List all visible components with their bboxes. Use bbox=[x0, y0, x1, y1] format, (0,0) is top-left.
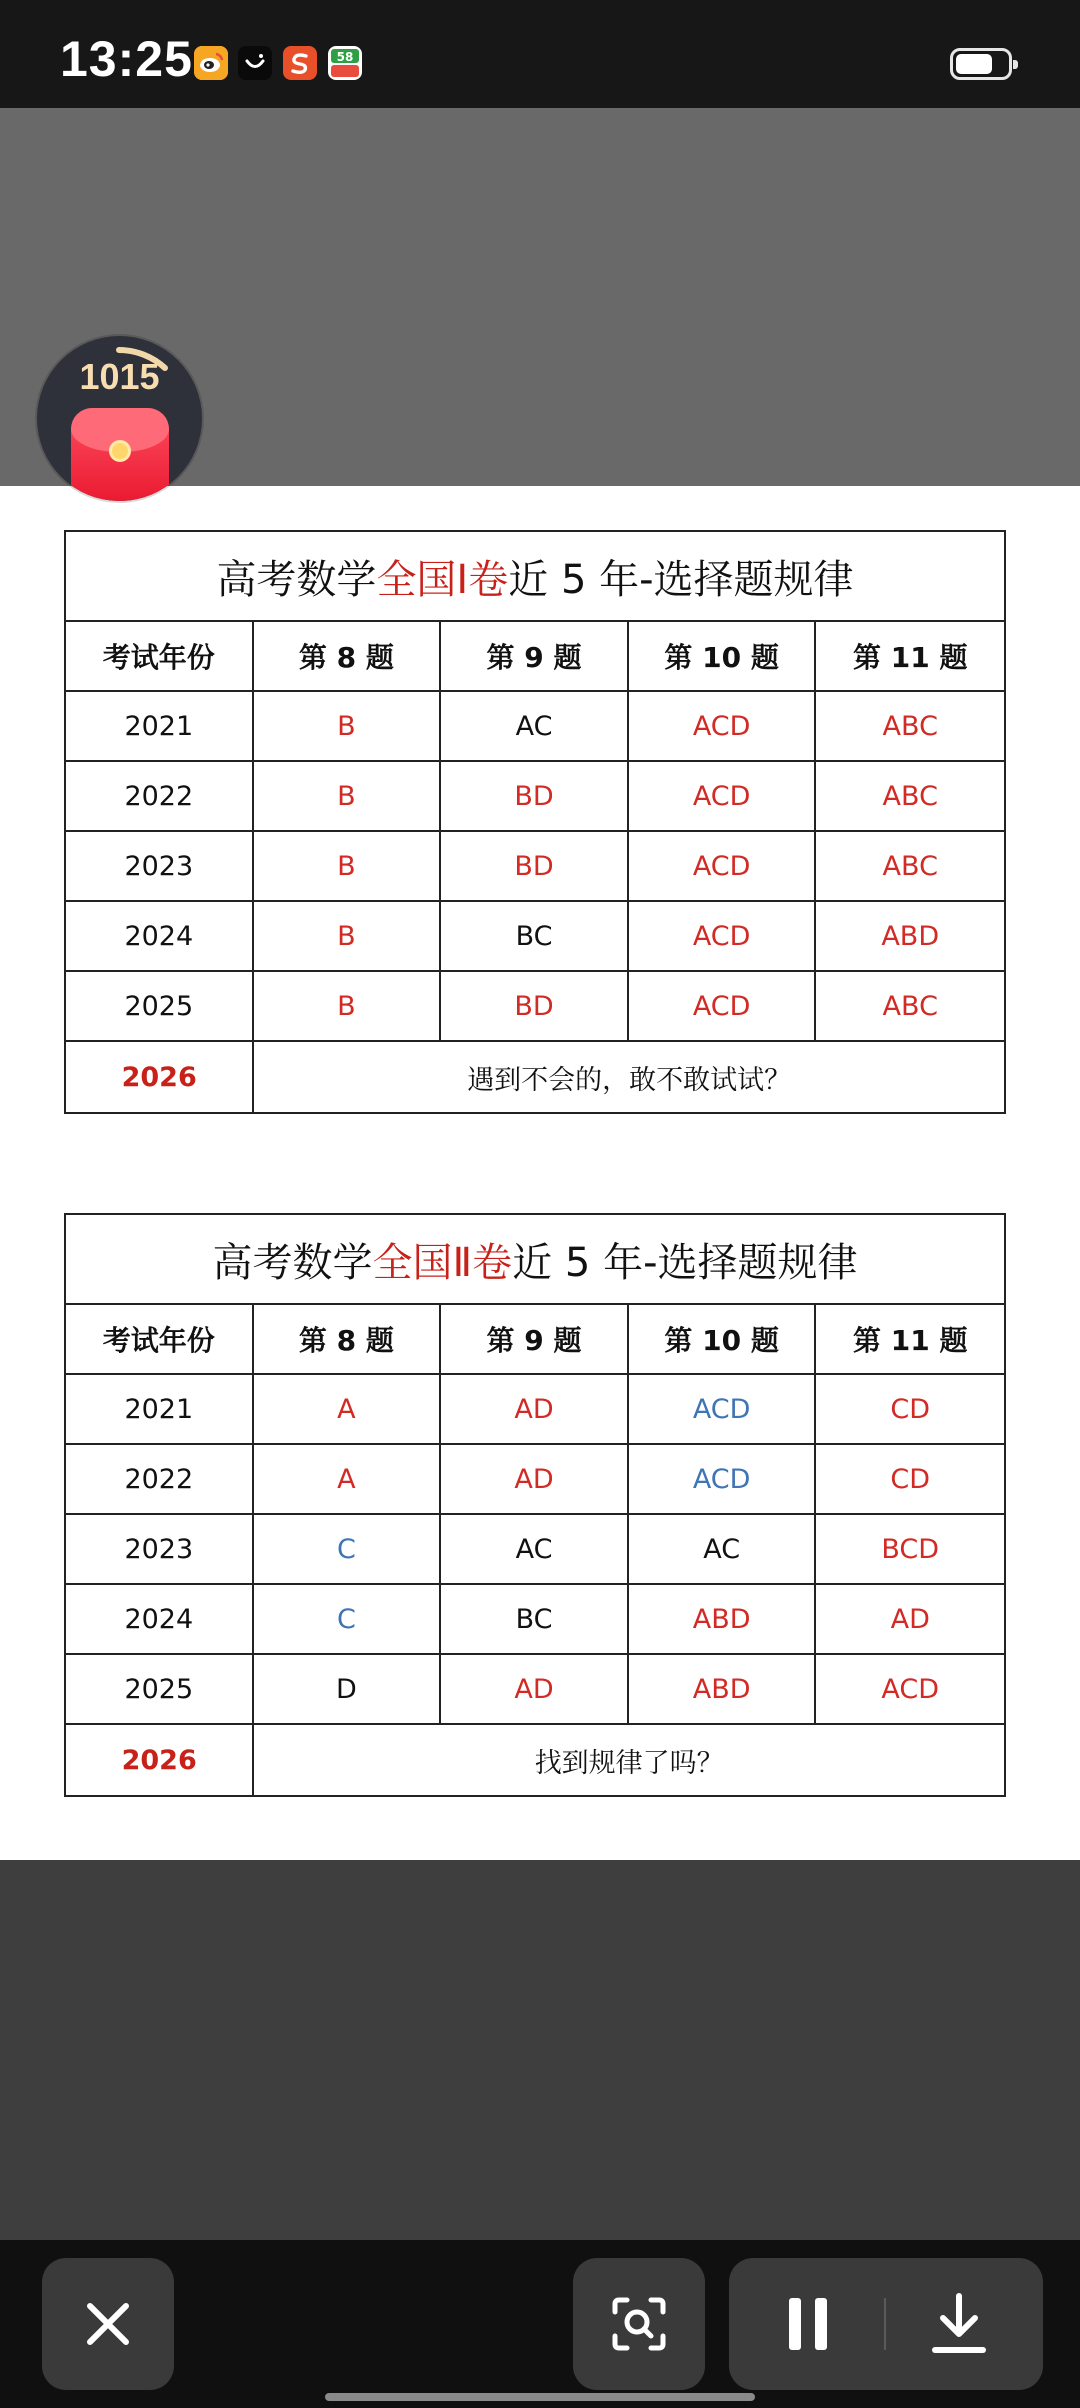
year-cell: 2022 bbox=[66, 762, 254, 830]
smile-app-icon bbox=[238, 46, 272, 80]
answer-cell: AC bbox=[441, 692, 629, 760]
home-indicator[interactable] bbox=[325, 2393, 755, 2401]
playback-controls bbox=[729, 2258, 1043, 2390]
answer-cell: ACD bbox=[629, 902, 817, 970]
answer-cell: ABC bbox=[882, 710, 938, 742]
year-cell-highlight: 2026 bbox=[66, 1725, 254, 1795]
answer-cell: D bbox=[254, 1655, 442, 1723]
table-row bbox=[66, 1515, 1004, 1585]
answer-cell: BD bbox=[441, 832, 629, 900]
table-row bbox=[66, 832, 1004, 902]
answer-cell: B bbox=[254, 972, 442, 1040]
download-button[interactable] bbox=[919, 2288, 999, 2360]
pause-button[interactable] bbox=[769, 2288, 849, 2360]
toolbar-divider bbox=[884, 2298, 886, 2350]
close-button[interactable] bbox=[42, 2258, 174, 2390]
table-row bbox=[66, 902, 1004, 972]
red-packet-count: 1015 bbox=[79, 356, 160, 397]
answer-cell: C bbox=[254, 1515, 442, 1583]
table-row bbox=[66, 1585, 1004, 1655]
red-envelope-icon bbox=[71, 408, 169, 501]
year-cell: 2021 bbox=[66, 692, 254, 760]
answer-cell: B bbox=[254, 902, 442, 970]
answer-cell: ABD bbox=[629, 1655, 817, 1723]
status-bar bbox=[0, 0, 1080, 108]
title-prefix: 高考数学 bbox=[216, 556, 377, 603]
svg-text:58: 58 bbox=[336, 50, 354, 64]
answer-cell: AD bbox=[441, 1655, 629, 1723]
answer-cell: BC bbox=[441, 902, 629, 970]
title-highlight: 全国Ⅰ卷 bbox=[376, 556, 509, 603]
year-cell-highlight: 2026 bbox=[66, 1042, 254, 1112]
answer-cell: AD bbox=[441, 1375, 629, 1443]
battery-icon bbox=[950, 48, 1012, 80]
close-icon bbox=[84, 2300, 132, 2348]
answer-cell: A bbox=[254, 1375, 442, 1443]
answer-cell: ABC bbox=[882, 850, 938, 882]
answer-cell: ACD bbox=[629, 972, 817, 1040]
table-row bbox=[66, 1445, 1004, 1515]
header-q11: 第 11 题 bbox=[853, 641, 968, 674]
answer-table-national-2 bbox=[64, 1213, 1006, 1797]
table-title bbox=[66, 532, 1004, 622]
download-icon bbox=[919, 2288, 999, 2360]
header-q9: 第 9 题 bbox=[441, 1305, 629, 1373]
header-year: 考试年份 bbox=[66, 622, 254, 690]
year-cell: 2025 bbox=[66, 972, 254, 1040]
image-search-icon bbox=[611, 2296, 667, 2352]
year-cell: 2023 bbox=[66, 832, 254, 900]
image-content bbox=[0, 486, 1080, 1860]
answer-cell: BD bbox=[441, 762, 629, 830]
answer-cell: CD bbox=[890, 1393, 931, 1425]
pause-icon bbox=[769, 2288, 849, 2360]
answer-cell: ACD bbox=[629, 692, 817, 760]
header-q8: 第 8 题 bbox=[254, 622, 442, 690]
answer-cell: C bbox=[254, 1585, 442, 1653]
answer-cell: A bbox=[254, 1445, 442, 1513]
answer-cell: AD bbox=[441, 1445, 629, 1513]
year-cell: 2024 bbox=[66, 1585, 254, 1653]
table-row-final bbox=[66, 1042, 1004, 1112]
table-header-row bbox=[66, 1305, 1004, 1375]
answer-cell: BD bbox=[441, 972, 629, 1040]
answer-cell: BC bbox=[441, 1585, 629, 1653]
answer-cell: ACD bbox=[629, 1375, 817, 1443]
table-header-row bbox=[66, 622, 1004, 692]
sohu-icon bbox=[283, 46, 317, 80]
image-search-button[interactable] bbox=[573, 2258, 705, 2390]
header-year: 考试年份 bbox=[66, 1305, 254, 1373]
table-row bbox=[66, 972, 1004, 1042]
status-time: 13:25 bbox=[60, 31, 193, 87]
answer-cell: ACD bbox=[629, 762, 817, 830]
answer-cell: B bbox=[254, 692, 442, 760]
header-q11: 第 11 题 bbox=[853, 1324, 968, 1357]
table-row bbox=[66, 1375, 1004, 1445]
header-q8: 第 8 题 bbox=[254, 1305, 442, 1373]
final-note: 遇到不会的，敢不敢试试？ bbox=[467, 1064, 792, 1096]
title-suffix: 近 5 年-选择题规律 bbox=[508, 556, 854, 603]
title-suffix: 近 5 年-选择题规律 bbox=[512, 1239, 858, 1286]
red-packet-widget[interactable] bbox=[37, 336, 202, 501]
answer-cell: ABC bbox=[882, 780, 938, 812]
table-row bbox=[66, 762, 1004, 832]
answer-cell: B bbox=[254, 832, 442, 900]
answer-cell: BCD bbox=[881, 1533, 940, 1565]
answer-cell: AC bbox=[629, 1515, 817, 1583]
table-title bbox=[66, 1215, 1004, 1305]
answer-cell: ACD bbox=[629, 1445, 817, 1513]
year-cell: 2021 bbox=[66, 1375, 254, 1443]
year-cell: 2022 bbox=[66, 1445, 254, 1513]
header-q10: 第 10 题 bbox=[629, 622, 817, 690]
answer-cell: ABC bbox=[882, 990, 938, 1022]
answer-cell: CD bbox=[890, 1463, 931, 1495]
final-note: 找到规律了吗？ bbox=[534, 1747, 724, 1779]
answer-cell: ABD bbox=[881, 920, 940, 952]
58-app-icon bbox=[328, 46, 362, 80]
table-row bbox=[66, 1655, 1004, 1725]
title-highlight: 全国Ⅱ卷 bbox=[372, 1239, 513, 1286]
answer-cell: AC bbox=[441, 1515, 629, 1583]
table-row bbox=[66, 692, 1004, 762]
year-cell: 2023 bbox=[66, 1515, 254, 1583]
answer-cell: ABD bbox=[629, 1585, 817, 1653]
title-prefix: 高考数学 bbox=[212, 1239, 373, 1286]
header-q10: 第 10 题 bbox=[629, 1305, 817, 1373]
answer-table-national-1 bbox=[64, 530, 1006, 1114]
year-cell: 2025 bbox=[66, 1655, 254, 1723]
answer-cell: B bbox=[254, 762, 442, 830]
header-q9: 第 9 题 bbox=[441, 622, 629, 690]
answer-cell: ACD bbox=[881, 1673, 940, 1705]
answer-cell: ACD bbox=[629, 832, 817, 900]
table-row-final bbox=[66, 1725, 1004, 1795]
year-cell: 2024 bbox=[66, 902, 254, 970]
answer-cell: AD bbox=[890, 1603, 930, 1635]
weibo-icon bbox=[194, 46, 228, 80]
viewer-toolbar bbox=[0, 2240, 1080, 2408]
